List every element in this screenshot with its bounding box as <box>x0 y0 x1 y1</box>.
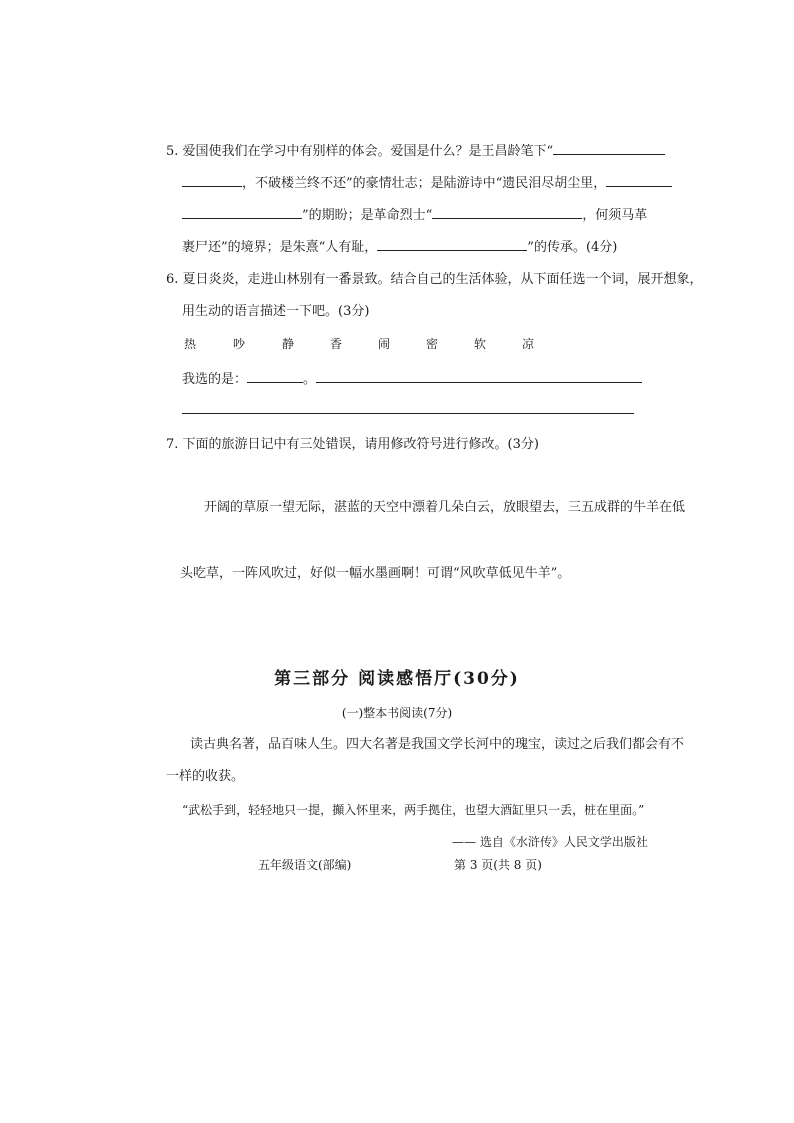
section-title: 第三部分 阅读感悟厅(30分) <box>274 669 520 689</box>
q5-line-4 <box>182 237 617 257</box>
q5-line-1 <box>166 141 665 161</box>
q5-text: 裹尸还”的境界；是朱熹“人有耻， <box>182 240 378 255</box>
answer-blank[interactable] <box>606 173 672 187</box>
q5-line-3 <box>182 205 647 225</box>
q5-text: ，不破楼兰终不还”的豪情壮志；是陆游诗中“遗民泪尽胡尘里， <box>242 176 607 191</box>
answer-blank[interactable] <box>182 205 302 219</box>
choice-separator: 。 <box>303 372 317 387</box>
word-option: 香 <box>330 337 343 351</box>
word-option: 吵 <box>233 337 246 351</box>
quote: “武松手到，轻轻地只一提，攧入怀里来，两手拠住，也望大酒缸里只一丢，桩在里面。” <box>182 803 645 817</box>
q5-line-2 <box>182 173 672 193</box>
q5-text: ”的期盼；是革命烈士“ <box>302 208 433 223</box>
q5-text: 5. 爱国使我们在学习中有别样的体会。爱国是什么？是王昌龄笔下“ <box>166 144 554 159</box>
diary-line-2: 头吃草，一阵风吹过，好似一幅水墨画啊！可谓“风吹草低见牛羊”。 <box>180 566 571 581</box>
answer-blank[interactable] <box>377 237 527 251</box>
q7-prompt: 7. 下面的旅游日记中有三处错误，请用修改符号进行修改。(3分) <box>166 437 539 452</box>
q6-choice-line <box>182 369 642 389</box>
intro-line-2: 一样的收获。 <box>166 769 245 784</box>
quote-source: —— 选自《水浒传》人民文学出版社 <box>452 835 648 849</box>
footer-subject: 五年级语文(部编) <box>258 858 352 872</box>
word-option: 静 <box>282 337 295 351</box>
choice-blank[interactable] <box>247 369 303 383</box>
word-option: 软 <box>474 337 487 351</box>
intro-line-1: 读古典名著，品百味人生。四大名著是我国文学长河中的瑰宝，读过之后我们都会有不 <box>190 737 685 752</box>
q6-line-1: 6. 夏日炎炎，走进山林别有一番景致。结合自己的生活体验，从下面任选一个词，展开想象， <box>166 272 703 287</box>
q5-text: ，何须马革 <box>582 208 648 223</box>
answer-line[interactable] <box>182 413 634 414</box>
diary-line-1: 开阔的草原一望无际，湛蓝的天空中漂着几朵白云，放眼望去，三五成群的牛羊在低 <box>204 500 686 515</box>
word-option: 密 <box>426 337 439 351</box>
answer-blank[interactable] <box>316 369 642 383</box>
section-subtitle: (一)整本书阅读(7分) <box>341 706 453 720</box>
q5-text: ”的传承。(4分) <box>527 240 618 255</box>
answer-blank[interactable] <box>553 141 665 155</box>
word-option: 热 <box>184 337 197 351</box>
answer-blank[interactable] <box>432 205 582 219</box>
choice-label: 我选的是： <box>182 372 248 387</box>
footer-page-number: 第 3 页(共 8 页) <box>454 858 542 872</box>
word-option: 凉 <box>522 337 535 351</box>
answer-blank[interactable] <box>182 173 242 187</box>
q6-line-2: 用生动的语言描述一下吧。(3分) <box>182 304 370 319</box>
word-option: 闹 <box>378 337 391 351</box>
